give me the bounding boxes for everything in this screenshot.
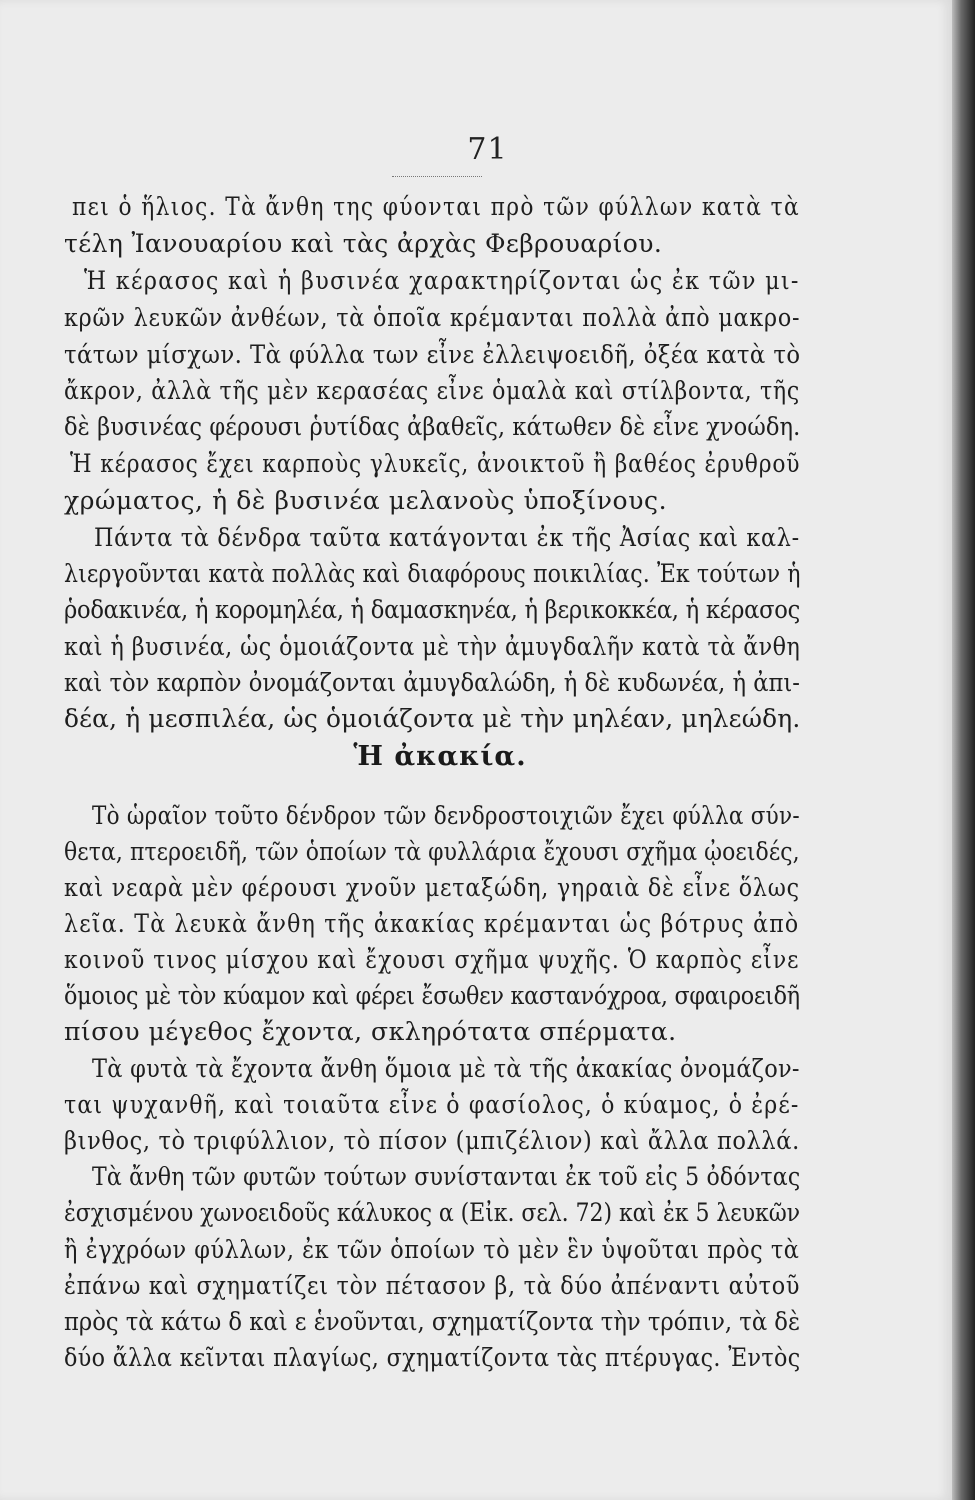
text-line: ἢ ἐγχρόων φύλλων, ἐκ τῶν ὁποίων τὸ μὲν ἓν ὑψοῦται πρὸς τὰ [64, 1235, 800, 1264]
text-line: δὲ βυσινέας φέρουσι ῥυτίδας ἀβαθεῖς, κάτωθεν δὲ εἶνε χνοώδη. [64, 412, 801, 441]
text-line: λεῖα. Τὰ λευκὰ ἄνθη τῆς ἀκακίας κρέμανται ὡς βότρυς ἀπὸ [64, 909, 800, 938]
text-line: Ἡ κέρασος ἔχει καρποὺς γλυκεῖς, ἀνοικτοῦ ἢ βαθέος ἐρυθροῦ [70, 449, 801, 478]
text-line: κρῶν λευκῶν ἀνθέων, τὰ ὁποῖα κρέμανται πολλὰ ἀπὸ μακρο- [64, 303, 801, 332]
text-line: δέα, ἡ μεσπιλέα, ὡς ὁμοιάζοντα μὲ τὴν μηλέαν, μηλεώδη. [64, 704, 801, 733]
text-line: πίσου μέγεθος ἔχοντα, σκληρότατα σπέρματα. [64, 1017, 677, 1046]
text-line: ῥοδακινέα, ἡ κορομηλέα, ἡ δαμασκηνέα, ἡ βερικοκκέα, ἡ κέρασος [64, 595, 800, 624]
text-line: πρὸς τὰ κάτω δ καὶ ε ἑνοῦνται, σχηματίζοντα τὴν τρόπιν, τὰ δὲ [64, 1307, 801, 1336]
text-line: ται ψυχανθῆ, καὶ τοιαῦτα εἶνε ὁ φασίολος, ὁ κύαμος, ὁ ἐρέ- [64, 1090, 800, 1119]
text-line: Τὰ φυτὰ τὰ ἔχοντα ἄνθη ὅμοια μὲ τὰ τῆς ἀκακίας ὀνομάζον- [92, 1054, 800, 1083]
text-line: Τὰ ἄνθη τῶν φυτῶν τούτων συνίστανται ἐκ τοῦ εἰς 5 ὀδόντας [92, 1162, 801, 1191]
text-line: καὶ νεαρὰ μὲν φέρουσι χνοῦν μεταξώδη, γηραιὰ δὲ εἶνε ὅλως [64, 873, 800, 902]
text-line: τέλη Ἰανουαρίου καὶ τὰς ἀρχὰς Φεβρουαρίου. [64, 229, 663, 258]
page-edge-shadow [952, 0, 975, 1500]
text-line: κοινοῦ τινος μίσχου καὶ ἔχουσι σχῆμα ψυχῆς. Ὁ καρπὸς εἶνε [64, 945, 800, 974]
page-number-rule [392, 176, 482, 177]
section-heading: Ἡ ἀκακία. [353, 741, 527, 772]
page-number: 71 [467, 132, 508, 167]
text-line: καὶ ἡ βυσινέα, ὡς ὁμοιάζοντα μὲ τὴν ἀμυγδαλῆν κατὰ τὰ ἄνθη [64, 632, 801, 661]
text-line: πει ὁ ἥλιος. Τὰ ἄνθη της φύονται πρὸ τῶν φύλλων κατὰ τὰ [72, 192, 801, 221]
text-line: Πάντα τὰ δένδρα ταῦτα κατάγονται ἐκ τῆς Ἀσίας καὶ καλ- [94, 523, 800, 552]
text-line: καὶ τὸν καρπὸν ὀνομάζονται ἀμυγδαλώδη, ἡ δὲ κυδωνέα, ἡ ἀπι- [64, 668, 800, 697]
text-line: χρώματος, ἡ δὲ βυσινέα μελανοὺς ὑποξίνους. [64, 486, 668, 515]
text-line: θετα, πτεροειδῆ, τῶν ὁποίων τὰ φυλλάρια ἔχουσι σχῆμα ᾠοειδές, [64, 837, 800, 866]
text-line: βινθος, τὸ τριφύλλιον, τὸ πίσον (μπιζέλιον) καὶ ἄλλα πολλά. [64, 1126, 800, 1155]
text-line: Ἡ κέρασος καὶ ἡ βυσινέα χαρακτηρίζονται ὡς ἐκ τῶν μι- [84, 266, 800, 295]
text-line: ἐσχισμένου χωνοειδοῦς κάλυκος α (Εἰκ. σελ. 72) καὶ ἐκ 5 λευκῶν [64, 1198, 800, 1227]
text-line: ὅμοιος μὲ τὸν κύαμον καὶ φέρει ἔσωθεν καστανόχροα, σφαιροειδῆ [64, 981, 800, 1010]
text-line: δύο ἄλλα κεῖνται πλαγίως, σχηματίζοντα τὰς πτέρυγας. Ἐντὸς [64, 1343, 801, 1372]
text-line: ἄκρον, ἀλλὰ τῆς μὲν κερασέας εἶνε ὁμαλὰ καὶ στίλβοντα, τῆς [64, 376, 800, 405]
text-line: Τὸ ὡραῖον τοῦτο δένδρον τῶν δενδροστοιχιῶν ἔχει φύλλα σύν- [92, 801, 800, 830]
text-line: ἐπάνω καὶ σχηματίζει τὸν πέτασον β, τὰ δύο ἀπέναντι αὐτοῦ [64, 1271, 801, 1300]
text-line: λιεργοῦνται κατὰ πολλὰς καὶ διαφόρους ποικιλίας. Ἐκ τούτων ἡ [64, 559, 801, 588]
text-line: τάτων μίσχων. Τὰ φύλλα των εἶνε ἐλλειψοειδῆ, ὀξέα κατὰ τὸ [64, 340, 801, 369]
